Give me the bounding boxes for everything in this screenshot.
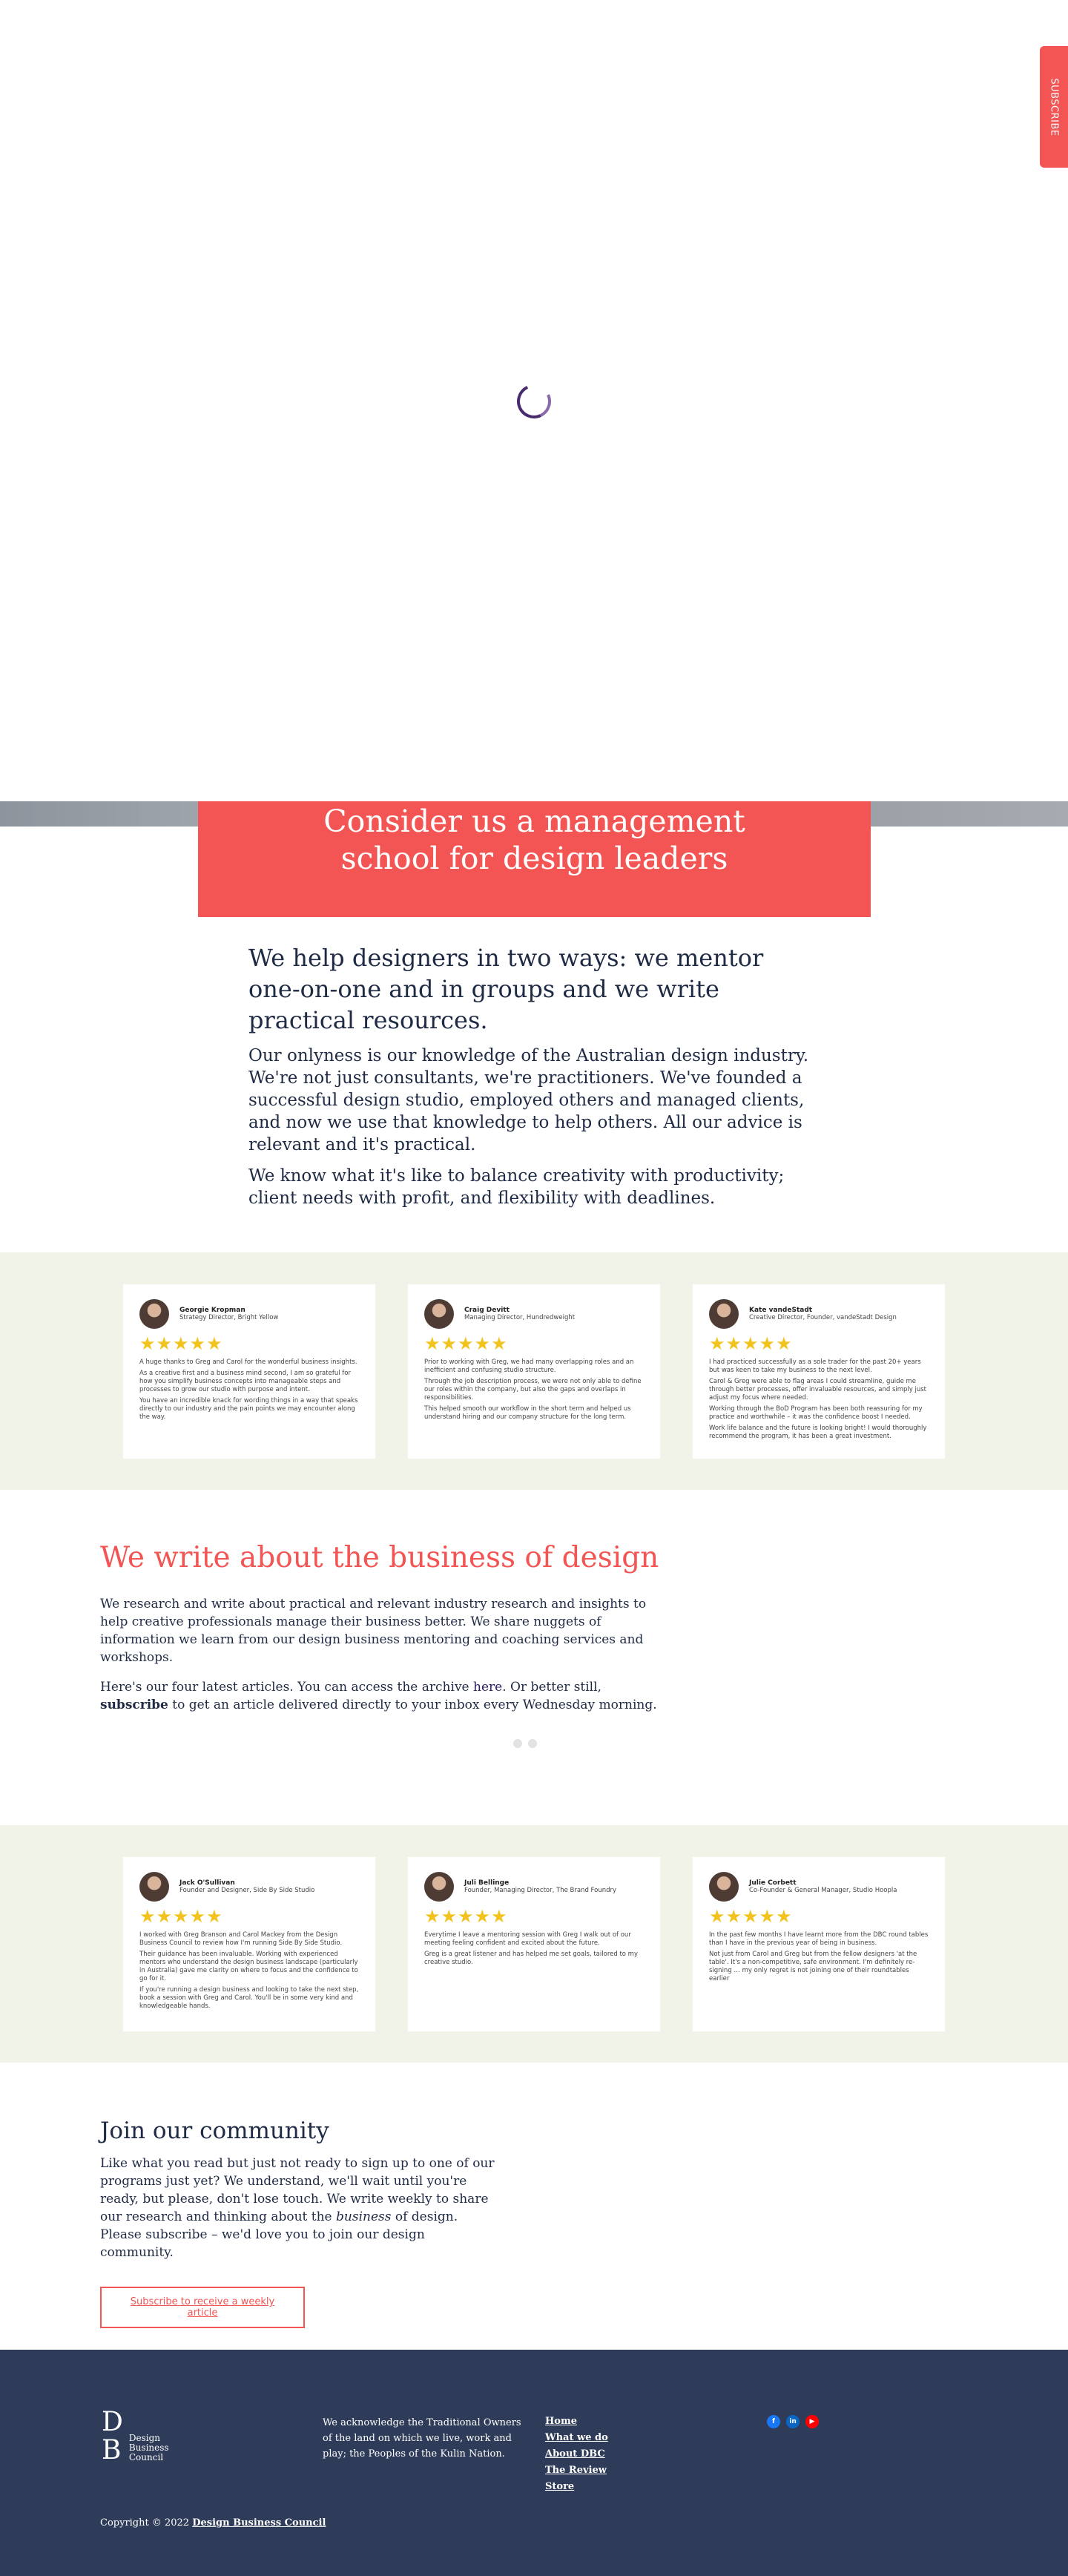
footer-link-home[interactable]: Home — [545, 2416, 577, 2427]
articles-heading: We write about the business of design — [100, 1541, 659, 1574]
testimonial-role: Creative Director, Founder, vandeStadt Design — [749, 1314, 897, 1321]
avatar — [139, 1299, 169, 1329]
testimonial-header — [424, 1299, 644, 1329]
star-rating-icon: ★★★★★ — [139, 1906, 223, 1927]
acknowledgement-text: We acknowledge the Traditional Owners of the land on which we live, work and play; the Peoples of the Kulin Nation. — [323, 2417, 521, 2460]
avatar — [424, 1299, 454, 1329]
articles-intro: We research and write about practical and relevant industry research and insights to help creative professionals manage their business better. We share nuggets of information we learn from our design business mentoring and coaching services and workshops. — [100, 1597, 647, 1665]
avatar — [424, 1872, 454, 1902]
testimonial-text: In the past few months I have learnt more from the DBC round tables than I have in the previous year of being in business. — [709, 1931, 929, 1947]
testimonial-text: This helped smooth our workflow in the short term and helped us understand hiring and our company structure for the long term. — [424, 1405, 631, 1421]
testimonial-text: If you're running a design business and looking to take the next step, book a session with Greg and Carol. You'll be in some very kind and knowledgeable hands. — [139, 1986, 359, 2010]
community-heading: Join our community — [100, 2117, 329, 2144]
hero-loading-area — [0, 0, 1068, 801]
testimonial-text: Prior to working with Greg, we had many overlapping roles and an inefficient and confusing studio structure. — [424, 1358, 634, 1374]
testimonial-header — [139, 1872, 359, 1902]
articles-section — [0, 1490, 1068, 1825]
testimonial-text: Carol & Greg were able to flag areas I could streamline, guide me through better processes, offer invaluable resources, and simply just adjust my focus where needed. — [709, 1378, 927, 1402]
testimonial-card — [408, 1284, 660, 1459]
social-links — [767, 2415, 819, 2428]
hero-image-strip — [0, 801, 1068, 876]
linkedin-icon[interactable]: in — [786, 2415, 800, 2428]
avatar — [709, 1299, 739, 1329]
youtube-icon[interactable]: ▶ — [805, 2415, 819, 2428]
testimonial-text: A huge thanks to Greg and Carol for the wonderful business insights. — [139, 1358, 357, 1366]
site-footer — [0, 2350, 1068, 2576]
subscribe-weekly-button[interactable]: Subscribe to receive a weekly article — [100, 2287, 305, 2328]
testimonial-card — [693, 1857, 945, 2031]
testimonial-header — [139, 1299, 359, 1329]
testimonial-text: Working through the BoD Program has been both reassuring for my practice and worthwhile – it was the confidence boost I needed. — [709, 1405, 923, 1421]
hero-title: Consider us a management school for design leaders — [323, 804, 745, 876]
testimonials-band-2 — [0, 1825, 1068, 2063]
star-rating-icon: ★★★★★ — [424, 1333, 508, 1354]
testimonial-role: Founder, Managing Director, The Brand Foundry — [464, 1887, 617, 1894]
intro-paragraph: We know what it's like to balance creativity with productivity; client needs with profit, and flexibility with deadlines. — [248, 1166, 785, 1208]
testimonial-name: Jack O'Sullivan — [179, 1879, 235, 1887]
intro-heading: We help designers in two ways: we mentor one-on-one and in groups and we write practical resources. — [248, 944, 764, 1034]
articles-loading-dots — [513, 1739, 537, 1748]
testimonial-text: Greg is a great listener and has helped me set goals, tailored to my creative studio. — [424, 1951, 638, 1966]
community-section — [0, 2063, 1068, 2350]
subscribe-side-tab[interactable] — [1040, 46, 1068, 168]
testimonial-text: I worked with Greg Branson and Carol Mackey from the Design Business Council to review how I'm running Side By Side Studio. — [139, 1931, 343, 1947]
testimonial-name: Juli Bellinge — [464, 1879, 510, 1887]
testimonial-name: Craig Devitt — [464, 1307, 510, 1314]
testimonial-text: You have an incredible knack for wording things in a way that speaks directly to our industry and the pain points we may encounter along the way. — [139, 1397, 358, 1421]
footer-link-what-we-do[interactable]: What we do — [545, 2432, 608, 2443]
loading-dot — [513, 1739, 522, 1748]
footer-link-about[interactable]: About DBC — [545, 2448, 605, 2460]
testimonial-name: Georgie Kropman — [179, 1307, 245, 1314]
testimonial-card — [408, 1857, 660, 2031]
testimonial-cards — [0, 1857, 1068, 2031]
testimonial-card — [123, 1284, 375, 1459]
hero-banner — [198, 801, 871, 917]
testimonial-text: As a creative first and a business mind second, I am so grateful for how you simplify business concepts into manageable steps and processes to grow our studio with purpose and intent. — [139, 1370, 351, 1393]
star-rating-icon: ★★★★★ — [709, 1333, 793, 1354]
subscribe-side-tab-label: SUBSCRIBE — [1048, 77, 1060, 137]
star-rating-icon: ★★★★★ — [139, 1333, 223, 1354]
footer-link-store[interactable]: Store — [545, 2481, 575, 2492]
facebook-icon[interactable]: f — [767, 2415, 780, 2428]
testimonial-text: Work life balance and the future is looking bright! I would thoroughly recommend the program, it has been a great investment. — [709, 1425, 927, 1440]
testimonial-text: Everytime I leave a mentoring session with Greg I walk out of our meeting feeling confident and excited about the future. — [424, 1931, 631, 1947]
testimonial-role: Strategy Director, Bright Yellow — [179, 1314, 279, 1321]
community-text: Like what you read but just not ready to sign up to one of our programs just yet? We understand, we'll wait until you're ready, but please, don't lose touch. We write weekly to share our research and thinking about the business of design. Please subscribe – we'd love you to join our design community. — [100, 2156, 495, 2260]
testimonial-card — [123, 1857, 375, 2031]
testimonial-role: Co-Founder & General Manager, Studio Hoopla — [749, 1887, 897, 1894]
avatar — [709, 1872, 739, 1902]
intro-paragraph: Our onlyness is our knowledge of the Australian design industry. We're not just consultants, we're practitioners. We've founded a successful design studio, employed others and managed clients, and now we use that knowledge to help others. All our advice is relevant and it's practical. — [248, 1046, 809, 1154]
logo-mark: D B — [102, 2407, 123, 2465]
testimonial-text: Their guidance has been invaluable. Working with experienced mentors who understand the design business landscape (particularly in Australia) gave me clarity on where to focus and the confidence to go for it. — [139, 1951, 358, 1982]
articles-cta-text: Here's our four latest articles. You can access the archive here. Or better still, subscribe to get an article delivered directly to your inbox every Wednesday morning. — [100, 1680, 657, 1712]
star-rating-icon: ★★★★★ — [424, 1906, 508, 1927]
loading-spinner-icon — [512, 380, 556, 424]
testimonial-header — [424, 1872, 644, 1902]
testimonial-header — [709, 1872, 929, 1902]
testimonial-name: Kate vandeStadt — [749, 1307, 813, 1314]
avatar — [139, 1872, 169, 1902]
loading-dot — [528, 1739, 537, 1748]
testimonial-text: Through the job description process, we were not only able to define our roles within the company, but also the gaps and overlaps in responsibilities. — [424, 1378, 642, 1402]
testimonials-band — [0, 1252, 1068, 1490]
testimonial-card — [693, 1284, 945, 1459]
archive-link[interactable]: here — [473, 1680, 503, 1695]
footer-link-review[interactable]: The Review — [545, 2465, 607, 2476]
star-rating-icon: ★★★★★ — [709, 1906, 793, 1927]
copyright: Copyright © 2022 Design Business Council — [100, 2517, 326, 2529]
testimonial-role: Managing Director, Hundredweight — [464, 1314, 576, 1321]
logo-text: Design Business Council — [128, 2433, 169, 2462]
footer-nav — [545, 2414, 608, 2494]
testimonial-text: I had practiced successfully as a sole trader for the past 20+ years but was keen to take my business to the next level. — [709, 1358, 921, 1374]
copyright-link[interactable]: Design Business Council — [192, 2517, 326, 2529]
testimonial-header — [709, 1299, 929, 1329]
testimonial-text: Not just from Carol and Greg but from the fellow designers 'at the table'. It's a non-competitive, safe environment. I'm definitely re-signing … my only regret is not joining one of their roundtables earlier — [709, 1951, 917, 1982]
testimonial-cards — [0, 1284, 1068, 1459]
dbc-logo[interactable] — [102, 2409, 169, 2465]
subscribe-strong: subscribe — [100, 1698, 168, 1712]
testimonial-name: Julie Corbett — [749, 1879, 797, 1887]
testimonial-role: Founder and Designer, Side By Side Studio — [179, 1887, 315, 1894]
